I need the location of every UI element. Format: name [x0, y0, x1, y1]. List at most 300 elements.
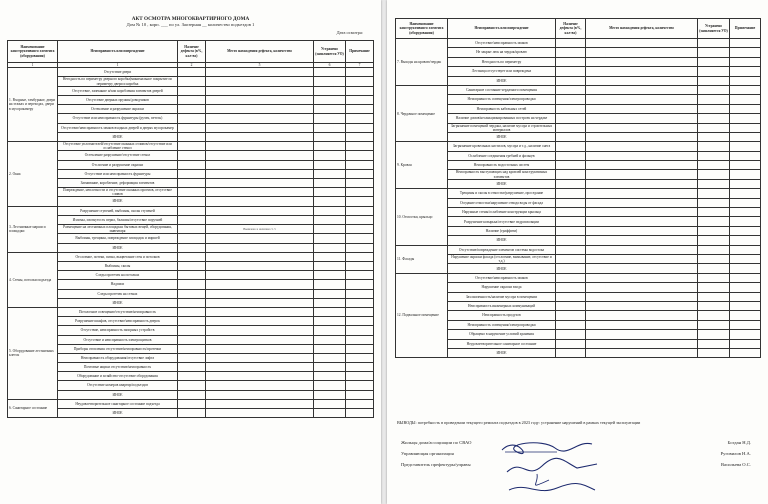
fix-cell — [698, 245, 730, 254]
table-row — [8, 206, 374, 215]
location-cell — [206, 298, 314, 307]
defect-cell: Не закрыт люк на чердак/кровлю — [448, 48, 556, 57]
location-cell — [206, 215, 314, 224]
share-cell — [178, 169, 206, 178]
note-cell — [346, 197, 374, 206]
share-cell — [178, 188, 206, 197]
location-cell — [206, 262, 314, 271]
note-cell — [730, 85, 761, 94]
header-fix: Устранено (заполняется УО) — [698, 19, 730, 39]
table-row — [396, 217, 761, 226]
handwritten-signatures — [497, 430, 607, 500]
note-cell — [346, 132, 374, 141]
note-cell — [730, 179, 761, 188]
share-cell — [178, 132, 206, 141]
share-cell — [556, 67, 586, 76]
location-cell — [206, 160, 314, 169]
defect-cell: Оборудование и хозяйство-отсутствие оборудования — [58, 372, 178, 381]
note-cell — [346, 344, 374, 353]
note-cell — [730, 67, 761, 76]
table-row — [396, 245, 761, 254]
note-cell — [346, 289, 374, 298]
defect-cell: Следы протечек на стенах — [58, 289, 178, 298]
note-cell — [346, 252, 374, 261]
header-location: Место нахождения дефекта, количество — [206, 41, 314, 63]
table-row — [396, 320, 761, 329]
note-cell — [730, 292, 761, 301]
inspection-date-label: Дата осмотра: — [336, 29, 363, 35]
note-cell — [346, 169, 374, 178]
table-row — [396, 95, 761, 104]
defect-cell: Наружные стены/ослабление конструкции крыльца — [448, 208, 556, 217]
note-cell — [346, 141, 374, 150]
defect-cell: Отсутствие или неисправность фурнитуры (ручек, петель) — [58, 114, 178, 123]
fix-cell — [314, 335, 346, 344]
share-cell — [556, 348, 586, 357]
location-cell — [586, 39, 698, 48]
location-cell — [586, 57, 698, 66]
note-cell — [730, 57, 761, 66]
note-cell — [730, 217, 761, 226]
defect-cell: Оседание отмостки/нарушение отвода воды от фасада — [448, 198, 556, 207]
defect-cell: Отсутствие/неисправность замков — [448, 273, 556, 282]
fix-cell — [314, 86, 346, 95]
table-row — [8, 372, 374, 381]
defect-cell: Остекление разрушение/отсутствие стекол — [58, 151, 178, 160]
location-cell — [586, 320, 698, 329]
table-row — [8, 409, 374, 418]
location-cell — [586, 208, 698, 217]
defect-cell: Неисправность кабельных сетей — [448, 104, 556, 113]
location-cell — [206, 234, 314, 243]
table-row — [396, 301, 761, 310]
note-cell — [346, 234, 374, 243]
defect-cell: Отсутствие/повреждение элементов системы водостока — [448, 245, 556, 254]
note-cell — [730, 39, 761, 48]
note-cell — [730, 264, 761, 273]
defect-cell: Неисправность продухов — [448, 311, 556, 320]
fix-cell — [698, 348, 730, 357]
element-cell: 9. Кровля — [396, 142, 448, 189]
note-cell — [730, 208, 761, 217]
location-cell — [586, 114, 698, 123]
defect-cell: Разрушение козырька/отсутствие гидроизоляции — [448, 217, 556, 226]
share-cell — [556, 264, 586, 273]
note-cell — [346, 151, 374, 160]
share-cell — [556, 208, 586, 217]
defect-cell: Приборы отопления отсутствие/неисправность/протечки — [58, 344, 178, 353]
element-cell: 10. Отмостки, крыльцо — [396, 189, 448, 245]
fix-cell — [314, 280, 346, 289]
table-row — [396, 151, 761, 160]
element-cell: 8. Чердачное помещение — [396, 85, 448, 141]
defect-cell: Отсутствие дверных пружин/доводчиков — [58, 95, 178, 104]
share-cell — [556, 142, 586, 151]
share-cell — [556, 57, 586, 66]
col-number: 5 — [206, 63, 314, 68]
note-cell — [730, 104, 761, 113]
note-cell — [730, 348, 761, 357]
defect-cell: Размещение на лестничных площадках бытовых вещей, оборудования, инвентаря — [58, 225, 178, 234]
share-cell — [178, 307, 206, 316]
location-cell — [206, 206, 314, 215]
table-row — [8, 197, 374, 206]
location-cell — [586, 104, 698, 113]
note-cell — [730, 198, 761, 207]
share-cell — [178, 225, 206, 234]
fix-cell — [698, 311, 730, 320]
other-cell: ИНОЕ — [448, 179, 556, 188]
note-cell — [346, 280, 374, 289]
share-cell — [178, 151, 206, 160]
fix-cell — [314, 123, 346, 132]
table-row — [396, 273, 761, 282]
note-cell — [346, 215, 374, 224]
share-cell — [178, 68, 206, 77]
note-cell — [730, 142, 761, 151]
share-cell — [556, 189, 586, 198]
note-cell — [346, 390, 374, 399]
defect-cell: Выбоины, трещины, повреждение площадок и маршей — [58, 234, 178, 243]
col-number: 6 — [314, 63, 346, 68]
note-cell — [346, 335, 374, 344]
share-cell — [556, 311, 586, 320]
note-cell — [346, 317, 374, 326]
share-cell — [556, 179, 586, 188]
element-cell: 6. Санитарное состояние — [8, 399, 58, 417]
location-cell — [586, 330, 698, 339]
fix-cell — [314, 363, 346, 372]
element-cell: 5. Оборудование лестничных клеток — [8, 307, 58, 399]
location-cell — [586, 48, 698, 57]
table-row — [8, 298, 374, 307]
location-cell — [206, 344, 314, 353]
note-cell — [730, 311, 761, 320]
table-row — [8, 95, 374, 104]
location-cell — [206, 307, 314, 316]
note-cell — [730, 123, 761, 132]
table-row — [8, 326, 374, 335]
defect-cell: Повреждение, неплотности и отсутствие оконных проемов, отсутствие сливов — [58, 188, 178, 197]
location-cell — [206, 105, 314, 114]
table-row — [8, 335, 374, 344]
location-cell — [586, 179, 698, 188]
share-cell — [556, 273, 586, 282]
document-title: АКТ ОСМОТРА МНОГОКВАРТИРНОГО ДОМА — [131, 16, 250, 22]
location-cell — [586, 189, 698, 198]
location-cell — [206, 132, 314, 141]
note-cell — [346, 363, 374, 372]
header-note: Примечание — [346, 41, 374, 63]
fix-cell — [698, 264, 730, 273]
location-cell — [206, 77, 314, 86]
share-cell — [178, 344, 206, 353]
table-row — [8, 381, 374, 390]
fix-cell — [698, 236, 730, 245]
location-cell — [206, 409, 314, 418]
table-row — [396, 264, 761, 273]
table-row — [8, 151, 374, 160]
table-row — [8, 225, 374, 234]
share-cell — [178, 399, 206, 408]
table-row — [8, 68, 374, 77]
location-cell — [586, 76, 698, 85]
note-cell — [730, 245, 761, 254]
fix-cell — [698, 104, 730, 113]
location-cell — [206, 123, 314, 132]
share-cell — [178, 215, 206, 224]
share-cell — [178, 197, 206, 206]
table-row — [396, 348, 761, 357]
page-right — [387, 0, 768, 504]
defect-cell: Отсутствие/неисправность замков — [448, 39, 556, 48]
defect-cell: Нарушение окраски фасада (отслоение, вымывание, отсутствие и т.д.) — [448, 255, 556, 264]
defect-cell: Отсутствие, неисправность запорных устройств — [58, 326, 178, 335]
share-cell — [178, 105, 206, 114]
other-cell: ИНОЕ — [58, 409, 178, 418]
share-cell — [178, 160, 206, 169]
fix-cell — [698, 67, 730, 76]
defect-cell: Загрязнение кровельных настилов, мусора и т.д., наличие снега — [448, 142, 556, 151]
fix-cell — [698, 301, 730, 310]
location-cell — [206, 326, 314, 335]
element-cell: 12. Подвальное помещение — [396, 273, 448, 358]
header-location: Место нахождения дефекта, количество — [586, 19, 698, 39]
table-row — [8, 178, 374, 187]
note-cell — [346, 188, 374, 197]
note-cell — [346, 95, 374, 104]
table-row — [8, 307, 374, 316]
share-cell — [556, 151, 586, 160]
location-cell — [206, 271, 314, 280]
location-cell — [206, 399, 314, 408]
defect-cell: Отсутствие или неисправность фурнитуры — [58, 169, 178, 178]
fix-cell — [314, 243, 346, 252]
table-row — [8, 317, 374, 326]
note-cell — [730, 114, 761, 123]
fix-cell — [698, 330, 730, 339]
table-row — [8, 353, 374, 362]
note-cell — [346, 353, 374, 362]
note-cell — [730, 132, 761, 141]
location-cell — [586, 348, 698, 357]
location-cell — [586, 226, 698, 235]
element-cell: 4. Стены, потолки подъезда — [8, 252, 58, 307]
share-cell — [556, 292, 586, 301]
defect-cell: Разрушение шкафов, отсутствие/неисправность дверок — [58, 317, 178, 326]
location-cell — [586, 170, 698, 179]
note-cell — [730, 320, 761, 329]
share-cell — [178, 178, 206, 187]
share-cell — [556, 123, 586, 132]
signature-role: Жильцы дома/ассоциации по СВАО — [401, 440, 472, 445]
other-cell: ИНОЕ — [448, 236, 556, 245]
other-cell: ИНОЕ — [448, 76, 556, 85]
fix-cell — [698, 132, 730, 141]
other-cell: ИНОЕ — [58, 132, 178, 141]
share-cell — [178, 77, 206, 86]
fix-cell — [314, 344, 346, 353]
defect-cell: Обращено в нарушение условий хранения — [448, 330, 556, 339]
fix-cell — [698, 39, 730, 48]
share-cell — [556, 76, 586, 85]
fix-cell — [698, 273, 730, 282]
header-defect: Неисправность или повреждение — [448, 19, 556, 39]
table-row — [396, 198, 761, 207]
share-cell — [178, 234, 206, 243]
fix-cell — [314, 95, 346, 104]
note-cell — [730, 48, 761, 57]
col-number: 7 — [346, 63, 374, 68]
table-row — [396, 161, 761, 170]
element-cell: 11. Фасады — [396, 245, 448, 273]
defect-cell: Негодность по периметру — [448, 57, 556, 66]
fix-cell — [698, 123, 730, 132]
location-cell — [206, 252, 314, 261]
location-cell — [586, 85, 698, 94]
fix-cell — [314, 252, 346, 261]
signature-role: Управляющая организация — [401, 451, 454, 456]
fix-cell — [314, 271, 346, 280]
fix-cell — [698, 226, 730, 235]
defect-cell: Неудовлетворительное санитарное состояние — [448, 339, 556, 348]
element-cell: 7. Выходы на кровлю/чердак — [396, 39, 448, 86]
table-row — [396, 39, 761, 48]
fix-cell — [314, 68, 346, 77]
table-row — [396, 255, 761, 264]
header-defect: Неисправность или повреждение — [58, 41, 178, 63]
location-cell — [586, 301, 698, 310]
header-share: Наличие дефекта (в%, кол-во) — [178, 41, 206, 63]
table-row — [396, 236, 761, 245]
fix-cell — [314, 409, 346, 418]
table-row — [8, 243, 374, 252]
table-row — [396, 292, 761, 301]
header-note: Примечание — [730, 19, 761, 39]
location-cell — [586, 151, 698, 160]
share-cell — [178, 390, 206, 399]
location-cell — [206, 289, 314, 298]
defect-cell: Остекление и разрушение окраски — [58, 105, 178, 114]
defect-cell: Неисправность освещения/электропроводки — [448, 95, 556, 104]
note-cell — [730, 283, 761, 292]
note-cell — [346, 243, 374, 252]
fix-cell — [314, 215, 346, 224]
fix-cell — [314, 390, 346, 399]
share-cell — [556, 95, 586, 104]
share-cell — [178, 206, 206, 215]
defect-cell: Разрушение ступеней, выбоины, сколы ступеней — [58, 206, 178, 215]
fix-cell — [698, 142, 730, 151]
share-cell — [178, 243, 206, 252]
table-row — [8, 262, 374, 271]
location-cell — [586, 142, 698, 151]
location-cell — [206, 188, 314, 197]
signature-name: Васильева О.С. — [720, 462, 751, 467]
col-number: 2 — [178, 63, 206, 68]
note-cell — [730, 226, 761, 235]
location-cell — [586, 95, 698, 104]
share-cell — [178, 95, 206, 104]
fix-cell — [698, 217, 730, 226]
table-row — [8, 234, 374, 243]
share-cell — [556, 330, 586, 339]
fix-cell — [314, 77, 346, 86]
fix-cell — [698, 320, 730, 329]
share-cell — [556, 301, 586, 310]
share-cell — [556, 132, 586, 141]
inspection-table-page1 — [7, 40, 374, 418]
fix-cell — [314, 225, 346, 234]
fix-cell — [314, 151, 346, 160]
table-row — [396, 311, 761, 320]
fix-cell — [314, 234, 346, 243]
location-cell — [206, 390, 314, 399]
table-row — [8, 160, 374, 169]
fix-cell — [314, 169, 346, 178]
table-row — [396, 189, 761, 198]
defect-cell: Отсутствие, запекание и/или коробления элементов дверей — [58, 86, 178, 95]
share-cell — [178, 335, 206, 344]
note-cell — [346, 105, 374, 114]
location-cell — [206, 114, 314, 123]
note-cell — [730, 161, 761, 170]
defect-cell: Ослабление соединения гребней и фальцев — [448, 151, 556, 160]
note-cell — [730, 151, 761, 160]
table-row — [396, 67, 761, 76]
fix-cell — [698, 48, 730, 57]
table-row — [8, 271, 374, 280]
location-cell — [206, 280, 314, 289]
note-cell — [730, 301, 761, 310]
table-row — [8, 105, 374, 114]
fix-cell — [314, 188, 346, 197]
note-cell — [346, 326, 374, 335]
share-cell — [556, 48, 586, 57]
defect-cell: Загрязнение помещений чердака, наличие мусора и строительных материалов — [448, 123, 556, 132]
share-cell — [178, 141, 206, 150]
share-cell — [556, 236, 586, 245]
table-row — [8, 399, 374, 408]
note-cell — [730, 255, 761, 264]
table-row — [396, 85, 761, 94]
note-cell — [730, 339, 761, 348]
defect-cell: Отслоение, потеки, пятна, выцветание стен и потолков — [58, 252, 178, 261]
defect-cell: Неисправность водосточных систем — [448, 161, 556, 170]
fix-cell — [314, 399, 346, 408]
note-cell — [730, 273, 761, 282]
fix-cell — [314, 160, 346, 169]
fix-cell — [698, 283, 730, 292]
note-cell — [346, 68, 374, 77]
fix-cell — [314, 353, 346, 362]
table-row — [8, 363, 374, 372]
table-row — [8, 390, 374, 399]
defect-cell: Отсутствие/неисправность замков входных дверей и дверях мусорокамер — [58, 123, 178, 132]
table-row — [8, 169, 374, 178]
table-row — [8, 86, 374, 95]
signature-role: Представитель префектуры/управы — [401, 462, 471, 467]
share-cell — [178, 262, 206, 271]
fix-cell — [698, 189, 730, 198]
share-cell — [556, 339, 586, 348]
share-cell — [178, 280, 206, 289]
other-cell: ИНОЕ — [448, 348, 556, 357]
table-row — [8, 132, 374, 141]
element-cell: 3. Лестничные марши и площадки — [8, 206, 58, 252]
note-cell — [730, 189, 761, 198]
table-row — [8, 289, 374, 298]
